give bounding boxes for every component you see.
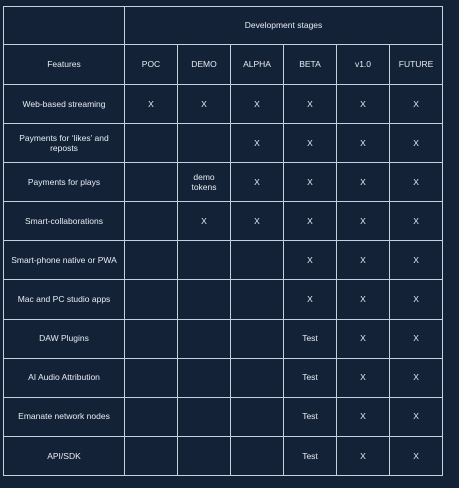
stage-cell: X xyxy=(231,124,284,163)
stage-cell xyxy=(125,280,178,319)
stage-cell xyxy=(178,280,231,319)
stage-cell xyxy=(125,202,178,241)
stage-cell xyxy=(125,319,178,358)
stage-cell: X xyxy=(390,358,443,397)
stage-cell: X xyxy=(178,85,231,124)
feature-name: Web-based streaming xyxy=(4,85,125,124)
table-row xyxy=(4,85,443,124)
stage-cell: X xyxy=(284,241,337,280)
table-row xyxy=(4,241,443,280)
stage-cell xyxy=(178,397,231,436)
stage-header-v1-0: v1.0 xyxy=(337,45,390,85)
stage-cell: X xyxy=(390,163,443,202)
stage-cell: X xyxy=(337,85,390,124)
stage-cell: Test xyxy=(284,397,337,436)
stage-cell: X xyxy=(337,436,390,475)
stage-cell xyxy=(178,358,231,397)
stage-cell: X xyxy=(284,124,337,163)
stage-cell: X xyxy=(390,397,443,436)
stage-cell: X xyxy=(284,280,337,319)
stage-cell xyxy=(125,241,178,280)
table-row xyxy=(4,397,443,436)
stage-cell xyxy=(231,280,284,319)
feature-name: Emanate network nodes xyxy=(4,397,125,436)
feature-name: Smart-phone native or PWA xyxy=(4,241,125,280)
stage-cell: X xyxy=(390,124,443,163)
table-row xyxy=(4,280,443,319)
stage-cell: X xyxy=(337,163,390,202)
feature-name: Payments for ‘likes’ and reposts xyxy=(4,124,125,163)
stage-cell: X xyxy=(390,202,443,241)
stage-cell xyxy=(125,436,178,475)
stage-cell: Test xyxy=(284,358,337,397)
stage-header-demo: DEMO xyxy=(178,45,231,85)
stage-cell: X xyxy=(231,85,284,124)
stage-cell: X xyxy=(284,163,337,202)
stage-cell xyxy=(231,358,284,397)
stage-cell: X xyxy=(390,85,443,124)
stage-cell xyxy=(178,124,231,163)
stage-cell: X xyxy=(178,202,231,241)
stage-cell xyxy=(231,319,284,358)
stage-cell: X xyxy=(337,397,390,436)
table-row xyxy=(4,436,443,475)
group-header-row xyxy=(4,7,443,45)
table-row xyxy=(4,163,443,202)
stage-cell xyxy=(178,436,231,475)
stage-cell: X xyxy=(284,85,337,124)
stage-cell: X xyxy=(337,124,390,163)
stage-cell: X xyxy=(337,358,390,397)
feature-name: DAW Plugins xyxy=(4,319,125,358)
stage-cell xyxy=(125,124,178,163)
feature-name: API/SDK xyxy=(4,436,125,475)
stage-cell: X xyxy=(284,202,337,241)
stage-cell: X xyxy=(390,241,443,280)
stage-cell: X xyxy=(390,436,443,475)
stage-header-poc: POC xyxy=(125,45,178,85)
stage-cell: Test xyxy=(284,319,337,358)
development-stages-header: Development stages xyxy=(125,7,443,45)
table-row xyxy=(4,358,443,397)
feature-name: Mac and PC studio apps xyxy=(4,280,125,319)
stage-header-future: FUTURE xyxy=(390,45,443,85)
stage-cell: X xyxy=(231,202,284,241)
stage-cell xyxy=(178,241,231,280)
stage-cell: X xyxy=(231,163,284,202)
stage-cell xyxy=(125,397,178,436)
feature-name: AI Audio Attribution xyxy=(4,358,125,397)
stage-cell: X xyxy=(125,85,178,124)
table-row xyxy=(4,202,443,241)
stage-cell: X xyxy=(337,319,390,358)
stage-cell: X xyxy=(337,280,390,319)
feature-name: Smart-collaborations xyxy=(4,202,125,241)
table-row xyxy=(4,124,443,163)
stage-cell xyxy=(231,397,284,436)
stage-cell xyxy=(231,436,284,475)
stage-header-beta: BETA xyxy=(284,45,337,85)
stage-cell: Test xyxy=(284,436,337,475)
table-body xyxy=(4,85,443,476)
features-header: Features xyxy=(4,45,125,85)
stage-cell: demo tokens xyxy=(178,163,231,202)
column-header-row xyxy=(4,45,443,85)
development-stages-table xyxy=(3,6,443,476)
stage-cell: X xyxy=(337,202,390,241)
stage-cell: X xyxy=(390,280,443,319)
feature-name: Payments for plays xyxy=(4,163,125,202)
stage-header-alpha: ALPHA xyxy=(231,45,284,85)
stage-cell: X xyxy=(390,319,443,358)
corner-cell xyxy=(4,7,125,45)
stage-cell xyxy=(231,241,284,280)
stage-cell xyxy=(125,358,178,397)
table-row xyxy=(4,319,443,358)
stage-cell xyxy=(125,163,178,202)
stage-cell: X xyxy=(337,241,390,280)
stage-cell xyxy=(178,319,231,358)
